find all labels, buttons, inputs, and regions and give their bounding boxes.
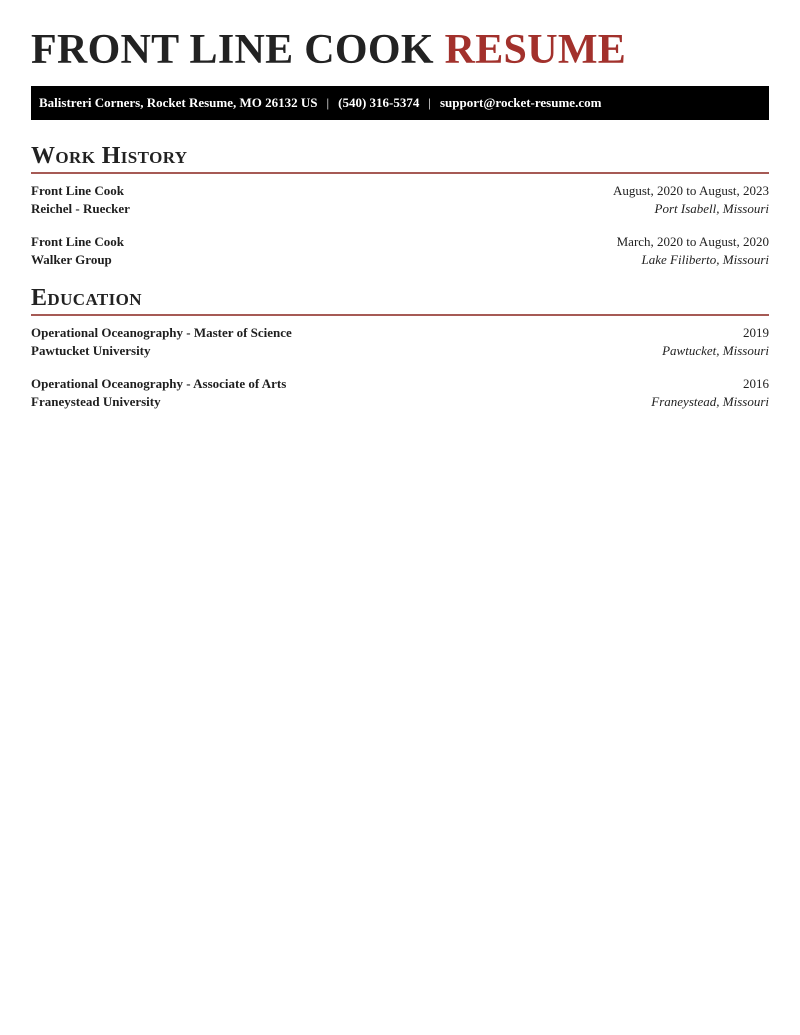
contact-email: support@rocket-resume.com: [439, 95, 602, 110]
title-main: FRONT LINE COOK: [31, 27, 434, 73]
contact-bar: [31, 86, 769, 120]
degree-name: Operational Oceanography - Master of Science: [31, 325, 292, 340]
work-entry: [31, 233, 769, 269]
job-dates: August, 2020 to August, 2023: [612, 183, 769, 198]
education-entry: [31, 375, 769, 411]
school-name: Franeystead University: [31, 394, 161, 409]
education-list: [31, 316, 769, 411]
title-accent: RESUME: [444, 27, 627, 73]
job-title: Front Line Cook: [31, 183, 124, 198]
education-entry: [31, 324, 769, 360]
education-heading: Education: [31, 284, 769, 316]
work-entry: [31, 182, 769, 218]
graduation-year: 2016: [743, 376, 769, 391]
contact-separator: |: [326, 95, 330, 110]
contact-separator: |: [428, 95, 431, 110]
school-name: Pawtucket University: [31, 343, 151, 358]
employer-name: Walker Group: [31, 252, 112, 267]
degree-name: Operational Oceanography - Associate of Arts: [31, 376, 287, 391]
contact-address: Balistreri Corners, Rocket Resume, MO 26132 US: [39, 95, 318, 110]
job-location: Port Isabell, Missouri: [654, 201, 769, 216]
resume-title: [31, 0, 769, 72]
job-location: Lake Filiberto, Missouri: [641, 252, 769, 267]
job-title: Front Line Cook: [31, 234, 124, 249]
work-history-list: [31, 174, 769, 269]
job-dates: March, 2020 to August, 2020: [616, 234, 769, 249]
employer-name: Reichel - Ruecker: [31, 201, 130, 216]
contact-phone: (540) 316-5374: [338, 95, 420, 110]
school-location: Franeystead, Missouri: [651, 394, 769, 409]
school-location: Pawtucket, Missouri: [662, 343, 769, 358]
graduation-year: 2019: [743, 325, 769, 340]
work-history-heading: Work History: [31, 142, 769, 174]
